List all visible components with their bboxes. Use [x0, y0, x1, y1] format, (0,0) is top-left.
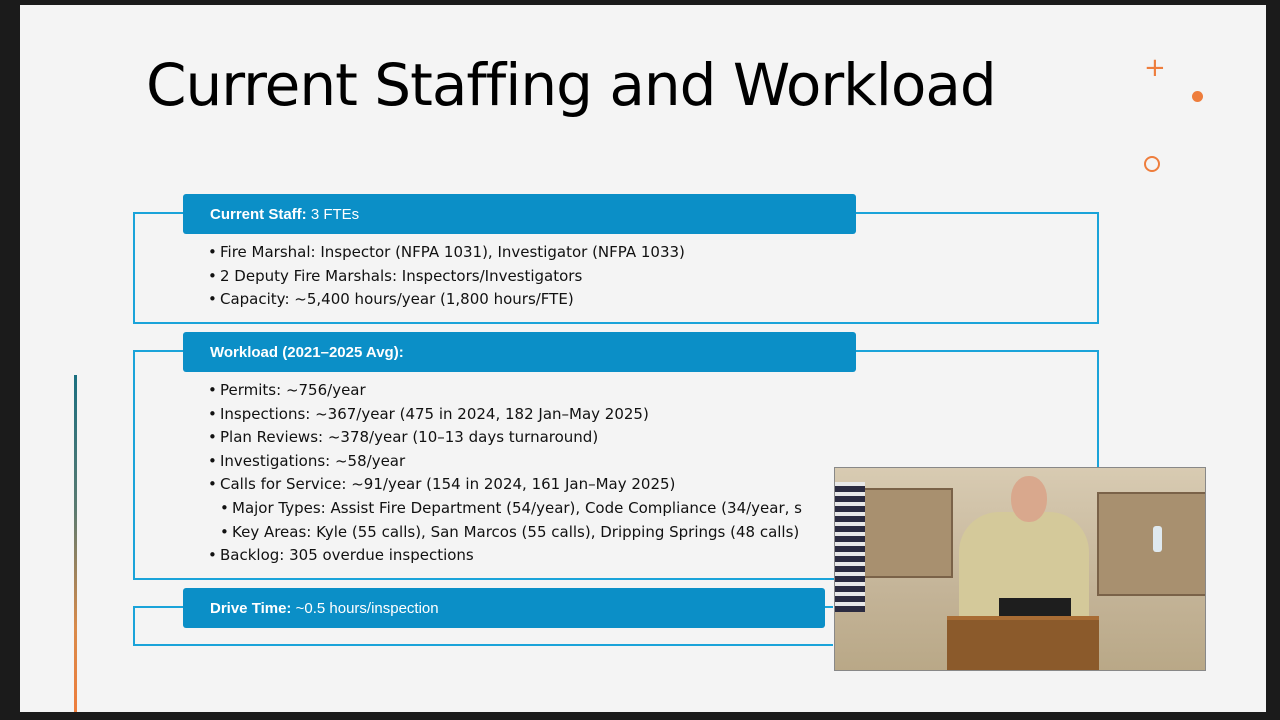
workload-section-header	[183, 332, 856, 372]
slide-title: Current Staffing and Workload	[146, 51, 996, 119]
plus-icon: +	[1144, 53, 1166, 83]
workload-header-bold: Workload (2021–2025 Avg):	[210, 343, 404, 361]
list-item: • Plan Reviews: ~378/year (10–13 days turnaround)	[208, 428, 599, 447]
audience-member	[835, 482, 865, 612]
pew	[857, 488, 953, 578]
dot-icon	[1192, 91, 1203, 102]
list-subitem: • Major Types: Assist Fire Department (54/year), Code Compliance (34/year, s	[220, 498, 802, 517]
list-item: • Capacity: ~5,400 hours/year (1,800 hours/FTE)	[208, 290, 574, 309]
list-item: • Inspections: ~367/year (475 in 2024, 182 Jan–May 2025)	[208, 404, 649, 423]
drive-header-rest: ~0.5 hours/inspection	[291, 599, 439, 617]
ring-icon	[1144, 156, 1160, 172]
staff-header-bold: Current Staff:	[210, 205, 307, 223]
drive-section-header	[183, 588, 825, 628]
list-item: • Investigations: ~58/year	[208, 451, 406, 470]
list-subitem: • Key Areas: Kyle (55 calls), San Marcos (55 calls), Dripping Springs (48 calls)	[220, 522, 800, 541]
staff-section-header	[183, 194, 856, 234]
list-item: • Fire Marshal: Inspector (NFPA 1031), Investigator (NFPA 1033)	[208, 243, 685, 261]
drive-header-bold: Drive Time:	[210, 599, 292, 617]
list-item: • 2 Deputy Fire Marshals: Inspectors/Investigators	[208, 266, 583, 285]
list-item: • Backlog: 305 overdue inspections	[208, 546, 474, 565]
list-item: • Calls for Service: ~91/year (154 in 2024, 161 Jan–May 2025)	[208, 475, 676, 494]
podium	[947, 616, 1099, 671]
staff-list	[208, 241, 685, 312]
speaker-video-feed[interactable]	[834, 467, 1206, 671]
water-bottle	[1153, 526, 1162, 552]
staff-header-rest: 3 FTEs	[306, 205, 360, 223]
pew	[1097, 492, 1206, 596]
workload-list	[208, 379, 802, 568]
list-item: • Permits: ~756/year	[208, 381, 366, 399]
speaker-head	[1011, 476, 1047, 522]
accent-line	[74, 375, 77, 712]
